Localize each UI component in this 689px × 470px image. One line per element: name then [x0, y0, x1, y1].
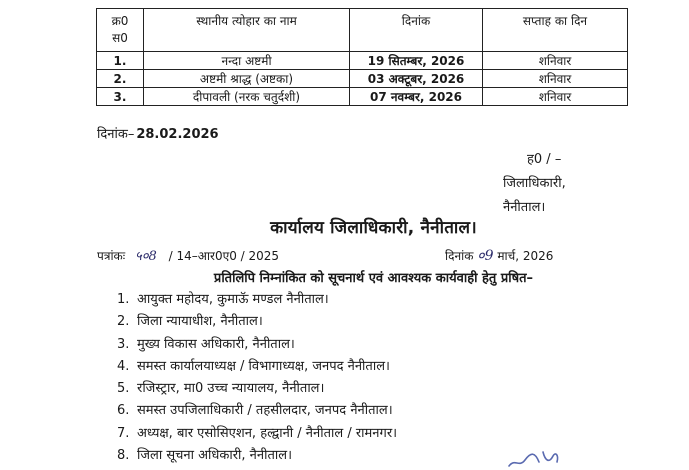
- row-weekday: शनिवार: [483, 70, 628, 88]
- copy-to-heading: [0, 268, 689, 286]
- signatory-designation: जिलाधिकारी,: [503, 176, 566, 191]
- list-item: [117, 378, 397, 400]
- list-item: [117, 289, 397, 311]
- row-serial: 2.: [97, 70, 144, 88]
- row-date: 03 अक्टूबर, 2026: [350, 70, 483, 88]
- list-item-text: जिला सूचना अधिकारी, नैनीताल।: [137, 448, 292, 464]
- row-date: 07 नवम्बर, 2026: [350, 88, 483, 106]
- header-sn-line2: स0: [112, 31, 128, 45]
- list-item: [117, 356, 397, 378]
- list-item: [117, 445, 397, 467]
- list-item-number: 6.: [117, 403, 130, 419]
- list-item-number: 5.: [117, 381, 130, 397]
- header-date: दिनांक: [350, 9, 483, 52]
- office-heading-text: कार्यालय जिलाधिकारी, नैनीताल।: [270, 218, 477, 238]
- header-serial-number: [97, 9, 144, 52]
- letter-date-label: दिनांक: [445, 249, 474, 263]
- handwritten-signature-mark: [505, 446, 565, 470]
- table-row: [97, 52, 628, 70]
- row-date: 19 सितम्बर, 2026: [350, 52, 483, 70]
- copy-recipient-list: [117, 289, 397, 467]
- list-item: [117, 400, 397, 422]
- list-item-number: 1.: [117, 292, 130, 307]
- list-item-text: जिला न्यायाधीश, नैनीताल।: [137, 314, 263, 330]
- row-serial: 3.: [97, 88, 144, 106]
- row-festival-name: नन्दा अष्टमी: [144, 52, 350, 70]
- list-item-text: समस्त कार्यालयाध्यक्ष / विभागाध्यक्ष, जनपद नैनीताल।: [137, 358, 390, 374]
- letter-ref-suffix: / 14–आर0ए0 / 2025: [168, 249, 280, 263]
- letter-date: [445, 246, 553, 265]
- header-festival-name: स्थानीय त्योहार का नाम: [144, 9, 350, 52]
- header-weekday: सप्ताह का दिन: [483, 9, 628, 52]
- row-weekday: शनिवार: [483, 88, 628, 106]
- list-item-number: 4.: [117, 358, 130, 374]
- table-row: [97, 70, 628, 88]
- list-item-number: 2.: [117, 314, 130, 330]
- row-festival-name: अष्टमी श्राद्ध (अष्टका): [144, 70, 350, 88]
- list-item-text: मुख्य विकास अधिकारी, नैनीताल।: [137, 336, 295, 352]
- signature-block: [503, 148, 623, 220]
- list-item-text: रजिस्ट्रार, मा0 उच्च न्यायालय, नैनीताल।: [137, 381, 325, 397]
- list-item-number: 3.: [117, 336, 130, 352]
- header-sn-line1: क्र0: [111, 14, 129, 28]
- list-item-number: 8.: [117, 448, 130, 464]
- list-item-text: अध्यक्ष, बार एसोसिएशन, हल्द्वानी / नैनीताल / रामनगर।: [137, 425, 398, 441]
- letter-ref-label: पत्रांकः: [97, 249, 126, 263]
- list-item-text: आयुक्त महोदय, कुमाऊॅ मण्डल नैनीताल।: [137, 292, 329, 307]
- office-heading: [0, 215, 689, 238]
- order-date-line: [97, 124, 219, 142]
- copy-to-heading-text: प्रतिलिपि निम्नांकित को सूचनार्थ एवं आवश्यक कार्यवाही हेतु प्रषित–: [213, 271, 534, 286]
- row-weekday: शनिवार: [483, 52, 628, 70]
- list-item: [117, 423, 397, 445]
- holiday-table: [96, 8, 628, 106]
- row-festival-name: दीपावली (नरक चतुर्दशी): [144, 88, 350, 106]
- row-serial: 1.: [97, 52, 144, 70]
- list-item: [117, 334, 397, 356]
- holiday-table-header: [97, 9, 628, 52]
- list-item-text: समस्त उपजिलाधिकारी / तहसीलदार, जनपद नैनीताल।: [137, 403, 393, 419]
- signatory-location: नैनीताल।: [503, 200, 546, 215]
- letter-date-day: ०9: [477, 248, 494, 264]
- letter-ref-number: ५०8: [135, 249, 157, 264]
- letter-date-rest: मार्च, 2026: [497, 249, 554, 263]
- signature-mark: ह0 / –: [527, 152, 562, 167]
- order-date-value: 28.02.2026: [136, 127, 219, 142]
- letter-reference: [97, 246, 279, 264]
- list-item: [117, 311, 397, 333]
- table-row: [97, 88, 628, 106]
- list-item-number: 7.: [117, 425, 130, 441]
- order-date-label: दिनांक–: [97, 127, 135, 142]
